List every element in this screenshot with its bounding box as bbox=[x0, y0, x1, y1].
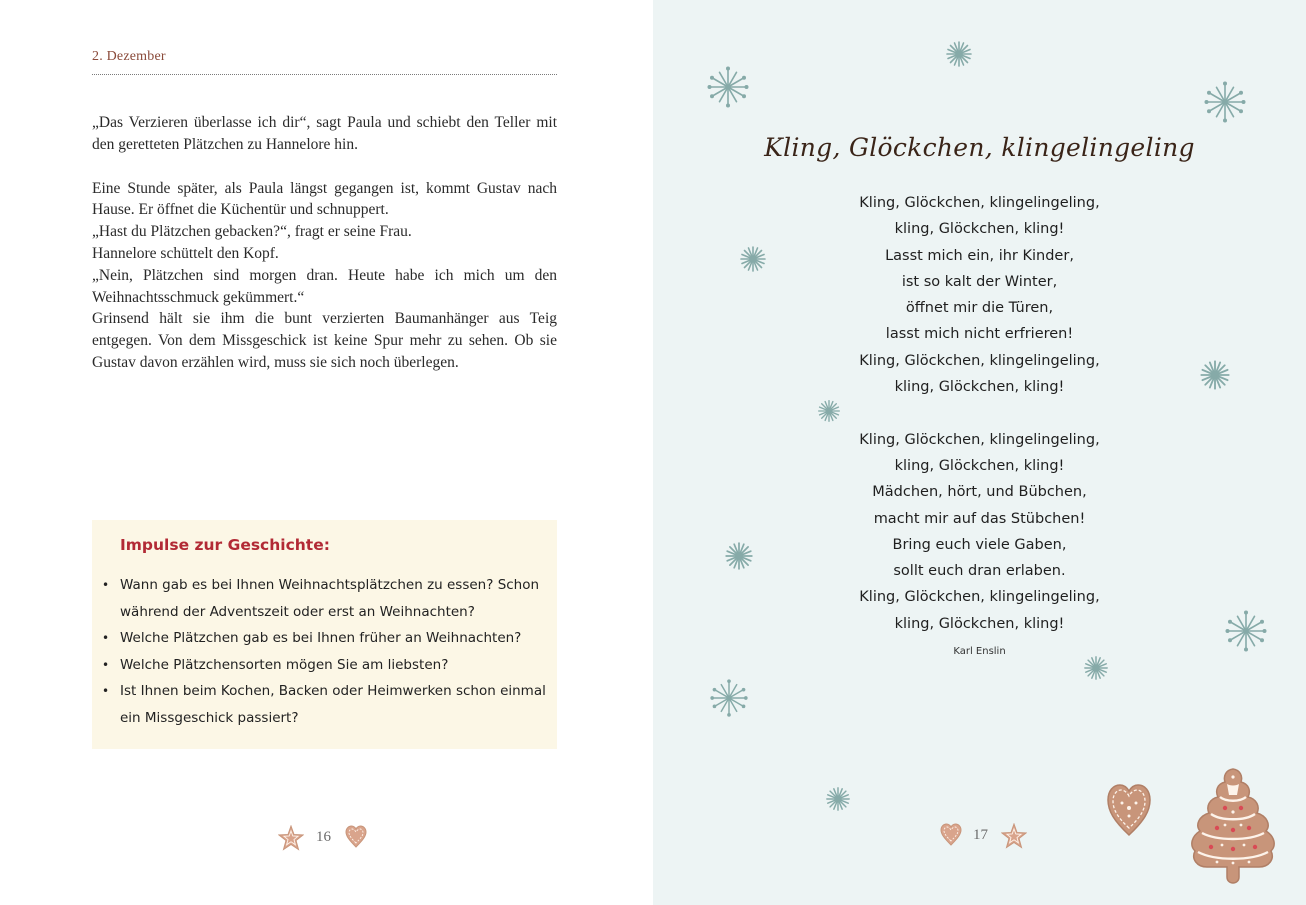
impulse-list bbox=[102, 572, 547, 731]
right-page bbox=[653, 0, 1306, 905]
impulse-item-text: Welche Plätzchen gab es bei Ihnen früher an Weihnachten? bbox=[120, 630, 522, 646]
poem-line: macht mir auf das Stübchen! bbox=[873, 510, 1086, 527]
page-number: 17 bbox=[973, 827, 988, 843]
poem-line: kling, Glöckchen, kling! bbox=[894, 379, 1065, 396]
snowflake-icon bbox=[945, 40, 973, 68]
story-paragraph: „Hast du Plätzchen gebacken?“, fragt er seine Frau. bbox=[92, 223, 412, 241]
heart-cookie-icon bbox=[1106, 783, 1152, 839]
poem-line: ist so kalt der Winter, bbox=[901, 273, 1058, 290]
poem-line: lasst mich nicht erfrieren! bbox=[885, 326, 1074, 343]
story-paragraph: „Das Verzieren überlasse ich dir“, sagt Paula und schiebt den Teller mit den geretteten Plätzchen zu Hannelore hin. bbox=[92, 114, 557, 153]
heart-cookie-icon bbox=[940, 823, 962, 847]
gingerbread-tree-icon bbox=[1187, 767, 1279, 885]
snowflake-icon bbox=[825, 786, 851, 812]
bullet: • bbox=[102, 657, 110, 672]
poem-author: Karl Enslin bbox=[953, 646, 1006, 657]
impulse-box bbox=[92, 520, 557, 749]
list-item bbox=[102, 678, 547, 731]
poem-line: sollt euch dran erlaben. bbox=[893, 563, 1066, 580]
list-item bbox=[102, 652, 547, 679]
left-page-footer bbox=[278, 824, 368, 852]
story-paragraph: Hannelore schüttelt den Kopf. bbox=[92, 244, 279, 262]
poem bbox=[653, 190, 1306, 637]
story-paragraph: Eine Stunde später, als Paula längst gegangen ist, kommt Gustav nach Hause. Er öffnet die Küchentür und schnuppert. bbox=[92, 179, 557, 219]
bullet: • bbox=[102, 684, 110, 698]
star-cookie-icon bbox=[278, 825, 304, 851]
stanza-gap bbox=[653, 400, 1306, 426]
impulse-item-text: Welche Plätzchensorten mögen Sie am liebsten? bbox=[120, 656, 449, 673]
bullet: • bbox=[102, 631, 110, 645]
star-cookie-icon bbox=[1001, 823, 1027, 849]
impulse-item-text: Wann gab es bei Ihnen Weihnachtsplätzchen zu essen? Schon während der Adventszeit oder erst an Weihnachten? bbox=[120, 577, 540, 620]
poem-line: Kling, Glöckchen, klingelingeling, bbox=[859, 195, 1100, 211]
poem-line: kling, Glöckchen, kling! bbox=[894, 221, 1065, 238]
list-item bbox=[102, 625, 547, 652]
poem-line: Bring euch viele Gaben, bbox=[892, 536, 1067, 553]
snowflake-icon bbox=[1203, 80, 1247, 124]
story-text bbox=[92, 112, 557, 374]
impulse-item-text: Ist Ihnen beim Kochen, Backen oder Heimwerken schon einmal ein Missgeschick passiert? bbox=[120, 683, 546, 726]
date-header: 2. Dezember bbox=[92, 49, 166, 64]
snowflake-icon bbox=[1083, 655, 1109, 681]
story-paragraph: Grinsend hält sie ihm die bunt verzierten Baumanhänger aus Teig entgegen. Von dem Missgeschick ist keine Spur mehr zu sehen. Ob sie Gustav davon erzählen wird, muss sie sich noch überlegen. bbox=[92, 310, 557, 371]
poem-line: kling, Glöckchen, kling! bbox=[894, 615, 1065, 632]
page-number: 16 bbox=[316, 829, 331, 845]
heart-cookie-icon bbox=[345, 825, 367, 849]
snowflake-icon bbox=[706, 65, 750, 109]
poem-line: Kling, Glöckchen, klingelingeling, bbox=[859, 431, 1100, 448]
poem-line: Kling, Glöckchen, klingelingeling, bbox=[859, 589, 1100, 606]
poem-title: Kling, Glöckchen, klingelingeling bbox=[764, 133, 1195, 162]
list-item bbox=[102, 572, 547, 625]
poem-line: Kling, Glöckchen, klingelingeling, bbox=[859, 352, 1100, 369]
story-paragraph: „Nein, Plätzchen sind morgen dran. Heute habe ich mich um den Weihnachtsschmuck gekümmert.“ bbox=[92, 266, 557, 306]
snowflake-icon bbox=[709, 678, 749, 718]
impulse-title: Impulse zur Geschichte: bbox=[120, 536, 330, 554]
header-divider bbox=[92, 74, 557, 75]
bullet: • bbox=[102, 578, 110, 592]
right-page-footer bbox=[939, 822, 1029, 850]
poem-line: kling, Glöckchen, kling! bbox=[894, 457, 1065, 474]
poem-line: Mädchen, hört, und Bübchen, bbox=[872, 484, 1087, 501]
poem-line: öffnet mir die Türen, bbox=[905, 300, 1054, 317]
poem-line: Lasst mich ein, ihr Kinder, bbox=[885, 247, 1074, 264]
